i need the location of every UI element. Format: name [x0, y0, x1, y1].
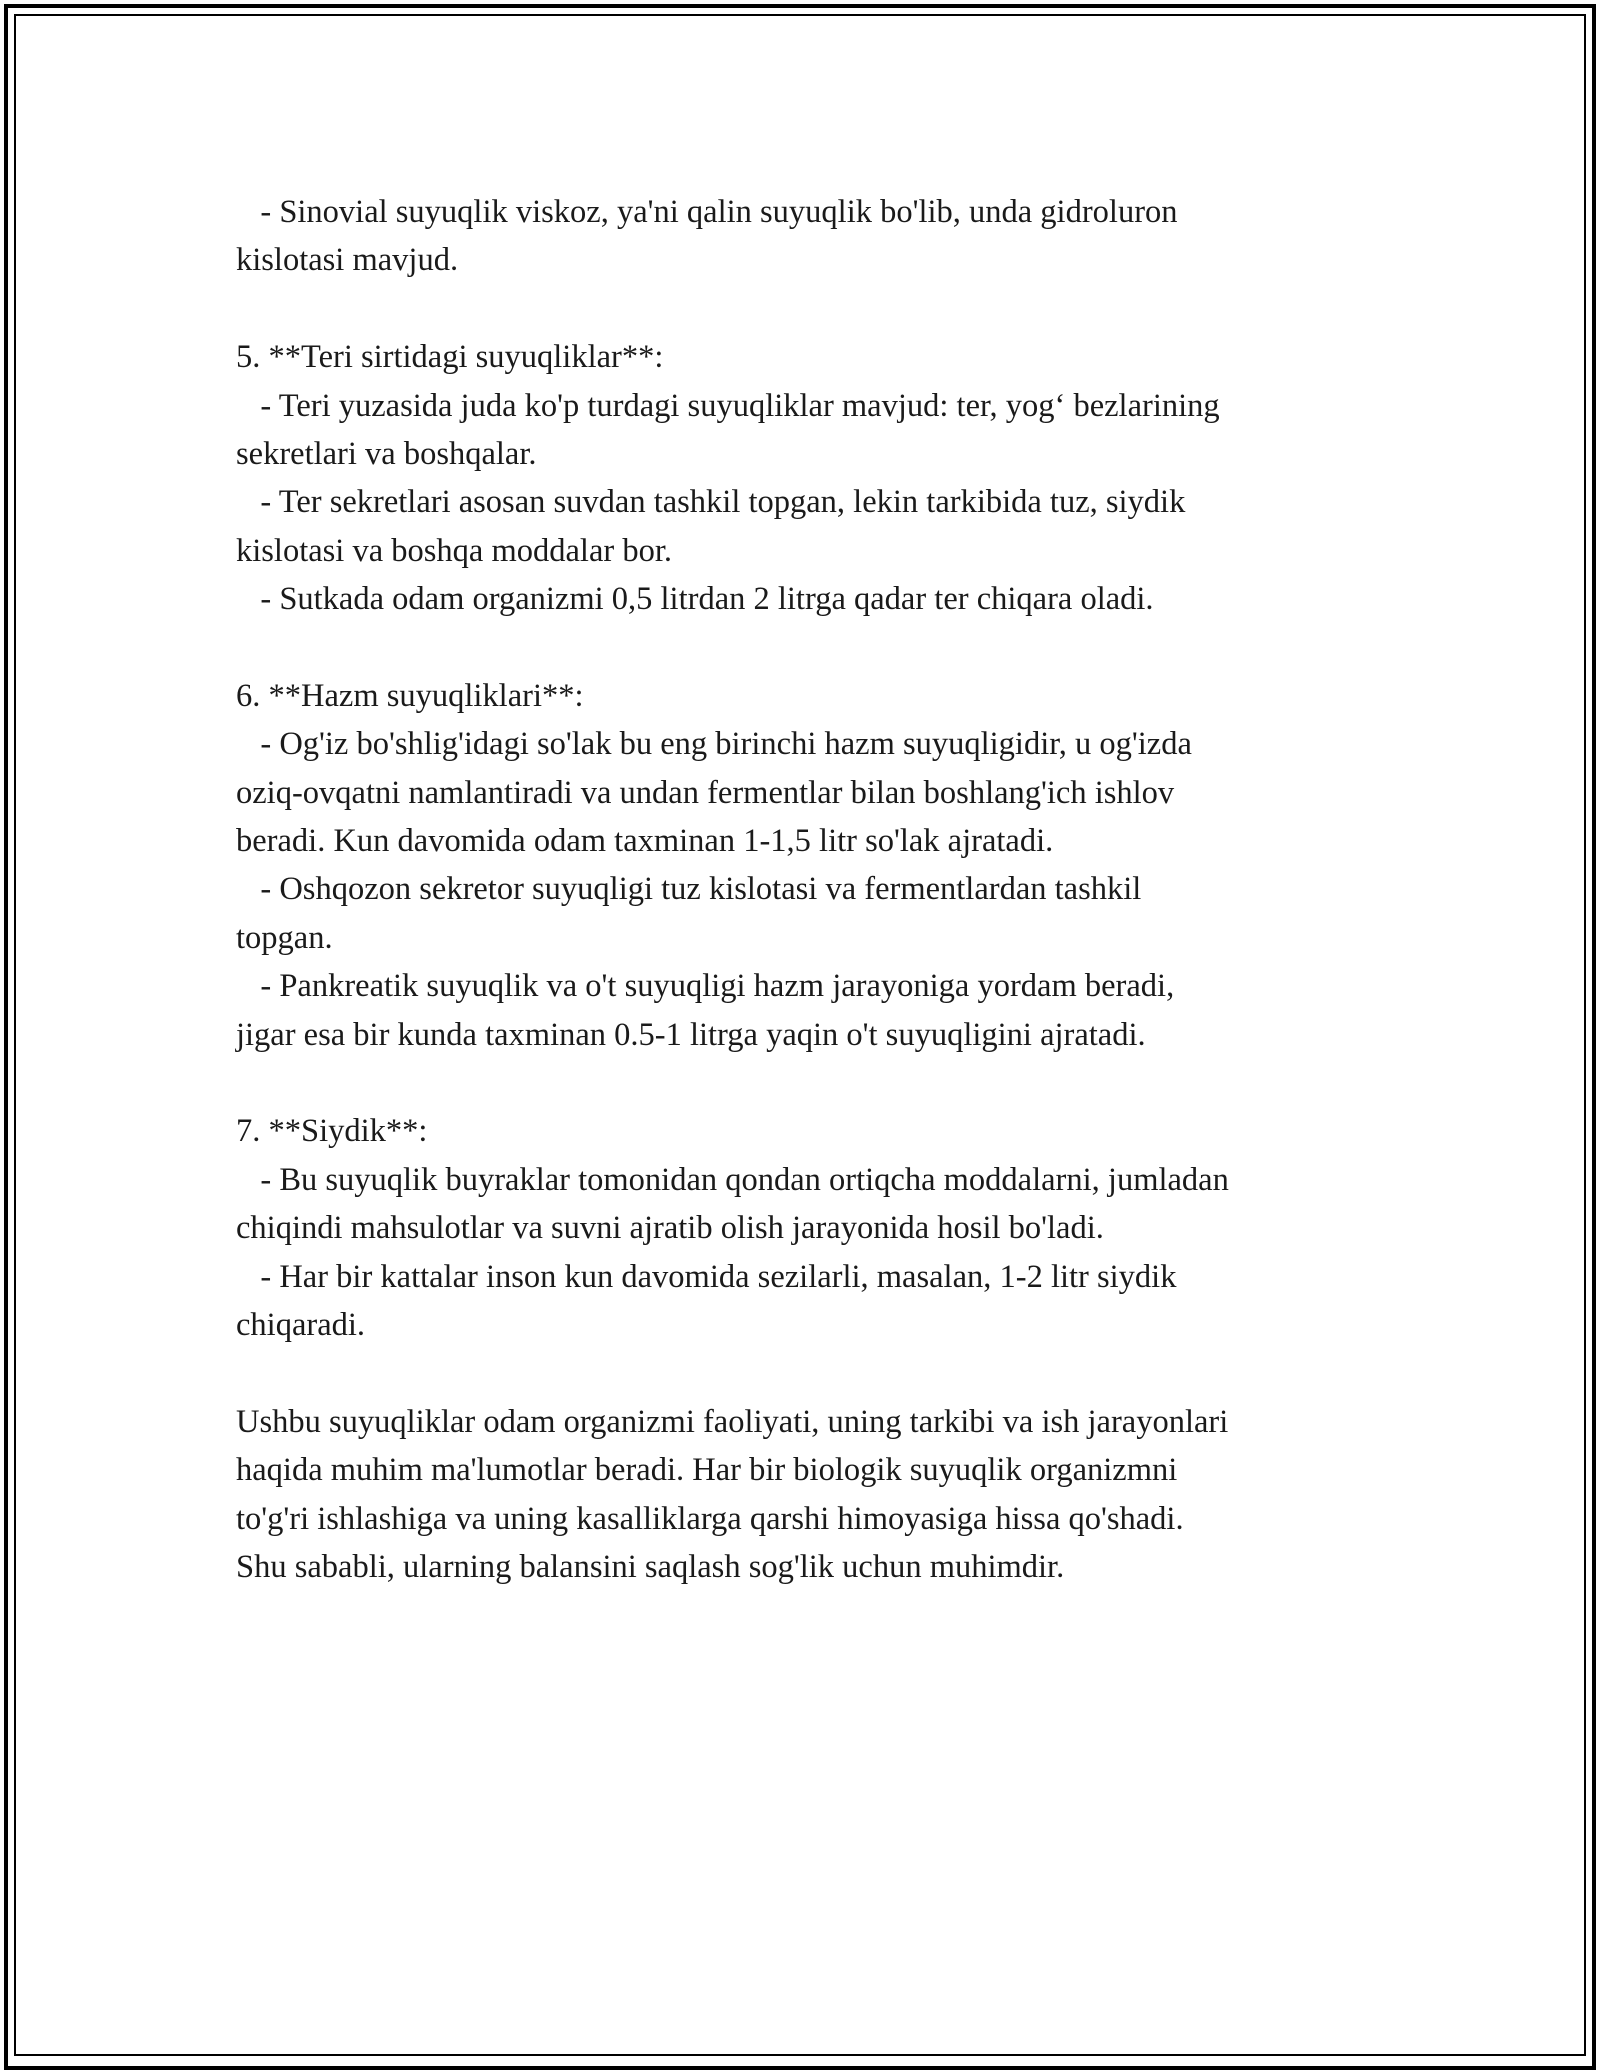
text-line: - Teri yuzasida juda ko'p turdagi suyuqliklar mavjud: ter, yog‘ bezlarining [236, 387, 1220, 424]
text-line: - Og'iz bo'shlig'idagi so'lak bu eng birinchi hazm suyuqligidir, u og'izda [236, 726, 1192, 763]
conclusion-line: Shu sababli, ularning balansini saqlash sog'lik uchun muhimdir. [236, 1548, 1065, 1585]
paragraph-gap [236, 1059, 1366, 1107]
text-line: sekretlari va boshqalar. [236, 435, 537, 472]
text-line: kislotasi mavjud. [236, 242, 459, 279]
conclusion-line: to'g'ri ishlashiga va uning kasalliklarga qarshi himoyasiga hissa qo'shadi. [236, 1500, 1184, 1537]
text-line: jigar esa bir kunda taxminan 0.5-1 litrga yaqin o't suyuqligini ajratadi. [236, 1016, 1146, 1053]
paragraph-gap [236, 1349, 1366, 1397]
text-line: - Pankreatik suyuqlik va o't suyuqligi hazm jarayoniga yordam beradi, [236, 968, 1175, 1005]
section-heading: 5. **Teri sirtidagi suyuqliklar**: [236, 339, 664, 376]
document-body [236, 188, 1366, 1591]
section-heading: 7. **Siydik**: [236, 1113, 428, 1150]
conclusion-line: haqida muhim ma'lumotlar beradi. Har bir biologik suyuqlik organizmni [236, 1452, 1178, 1489]
text-line: topgan. [236, 919, 333, 956]
text-line: oziq-ovqatni namlantiradi va undan fermentlar bilan boshlang'ich ishlov [236, 774, 1175, 811]
text-line: chiqindi mahsulotlar va suvni ajratib olish jarayonida hosil bo'ladi. [236, 1210, 1104, 1247]
paragraph-gap [236, 624, 1366, 672]
section-heading: 6. **Hazm suyuqliklari**: [236, 677, 584, 714]
text-line: - Har bir kattalar inson kun davomida sezilarli, masalan, 1-2 litr siydik [236, 1258, 1177, 1295]
text-line: - Sinovial suyuqlik viskoz, ya'ni qalin suyuqlik bo'lib, unda gidroluron [236, 194, 1178, 230]
text-line: chiqaradi. [236, 1306, 366, 1343]
conclusion-line: Ushbu suyuqliklar odam organizmi faoliyati, uning tarkibi va ish jarayonlari [236, 1403, 1229, 1440]
text-line: - Ter sekretlari asosan suvdan tashkil topgan, lekin tarkibida tuz, siydik [236, 484, 1186, 521]
text-line: - Sutkada odam organizmi 0,5 litrdan 2 litrga qadar ter chiqara oladi. [236, 581, 1154, 618]
paragraph-gap [236, 285, 1366, 333]
text-line: - Oshqozon sekretor suyuqligi tuz kislotasi va fermentlardan tashkil [236, 871, 1142, 908]
text-line: kislotasi va boshqa moddalar bor. [236, 532, 672, 569]
text-line: beradi. Kun davomida odam taxminan 1-1,5 litr so'lak ajratadi. [236, 823, 1054, 860]
text-line: - Bu suyuqlik buyraklar tomonidan qondan ortiqcha moddalarni, jumladan [236, 1161, 1229, 1198]
